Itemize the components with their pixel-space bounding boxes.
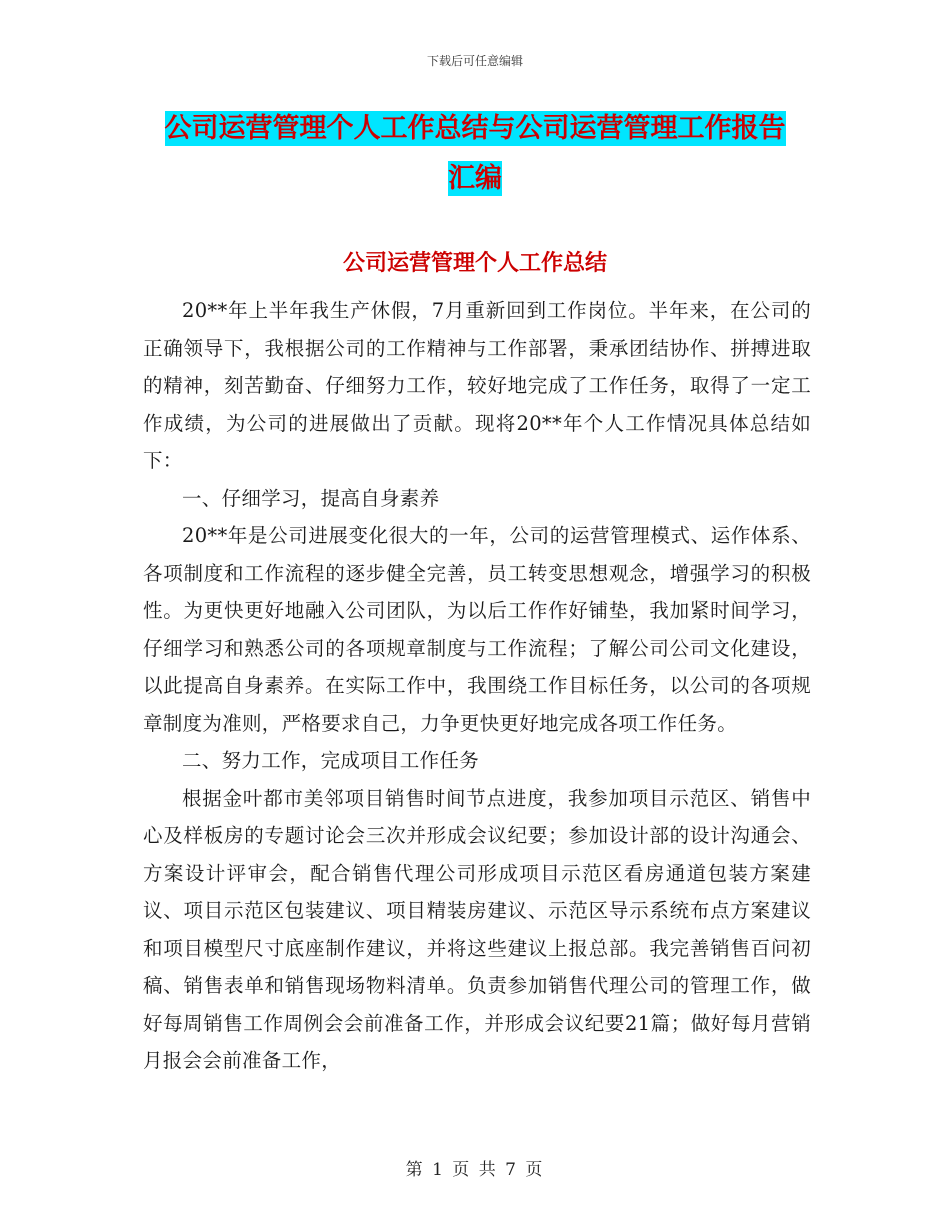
paragraph-intro: 20**年上半年我生产休假，7月重新回到工作岗位。半年来，在公司的正确领导下，我根据公司的工作精神与工作部署，秉承团结协作、拼搏进取的精神，刻苦勤奋、仔细努力工作，较好地完成了工作任务，取得了一定工作成绩，为公司的进展做出了贡献。现将20**年个人工作情况具体总结如下： [143,299,811,472]
document-body [143,292,811,1080]
page-footer: 第 1 页 共 7 页 [405,1160,545,1180]
document-title-line-1: 公司运营管理个人工作总结与公司运营管理工作报告 [164,113,786,144]
paragraph-study: 20**年是公司进展变化很大的一年，公司的运营管理模式、运作体系、各项制度和工作流程的逐步健全完善，员工转变思想观念，增强学习的积极性。为更快更好地融入公司团队，为以后工作作好铺垫，我加紧时间学习，仔细学习和熟悉公司的各项规章制度与工作流程；了解公司公司文化建设，以此提高自身素养。在实际工作中，我围绕工作目标任务，以公司的各项规章制度为准则，严格要求自己，力争更快更好地完成各项工作任务。 [143,524,811,735]
paragraph-heading-1: 一、仔细学习，提高自身素养 [182,486,440,510]
paragraph-heading-2: 二、努力工作，完成项目工作任务 [182,749,480,772]
paragraph-project: 根据金叶都市美邻项目销售时间节点进度，我参加项目示范区、销售中心及样板房的专题讨论会三次并形成会议纪要；参加设计部的设计沟通会、方案设计评审会，配合销售代理公司形成项目示范区看房通道包装方案建议、项目示范区包装建议、项目精装房建议、示范区导示系统布点方案建议和项目模型尺寸底座制作建议，并将这些建议上报总部。我完善销售百问初稿、销售表单和销售现场物料清单。负责参加销售代理公司的管理工作，做好每周销售工作周例会会前准备工作，并形成会议纪要21篇；做好每月营销月报会会前准备工作， [143,786,811,1072]
section-title: 公司运营管理个人工作总结 [342,251,607,276]
document-title-line-2: 汇编 [448,163,502,194]
document-title [150,104,800,204]
page-header-note: 下载后可任意编辑 [426,54,523,68]
